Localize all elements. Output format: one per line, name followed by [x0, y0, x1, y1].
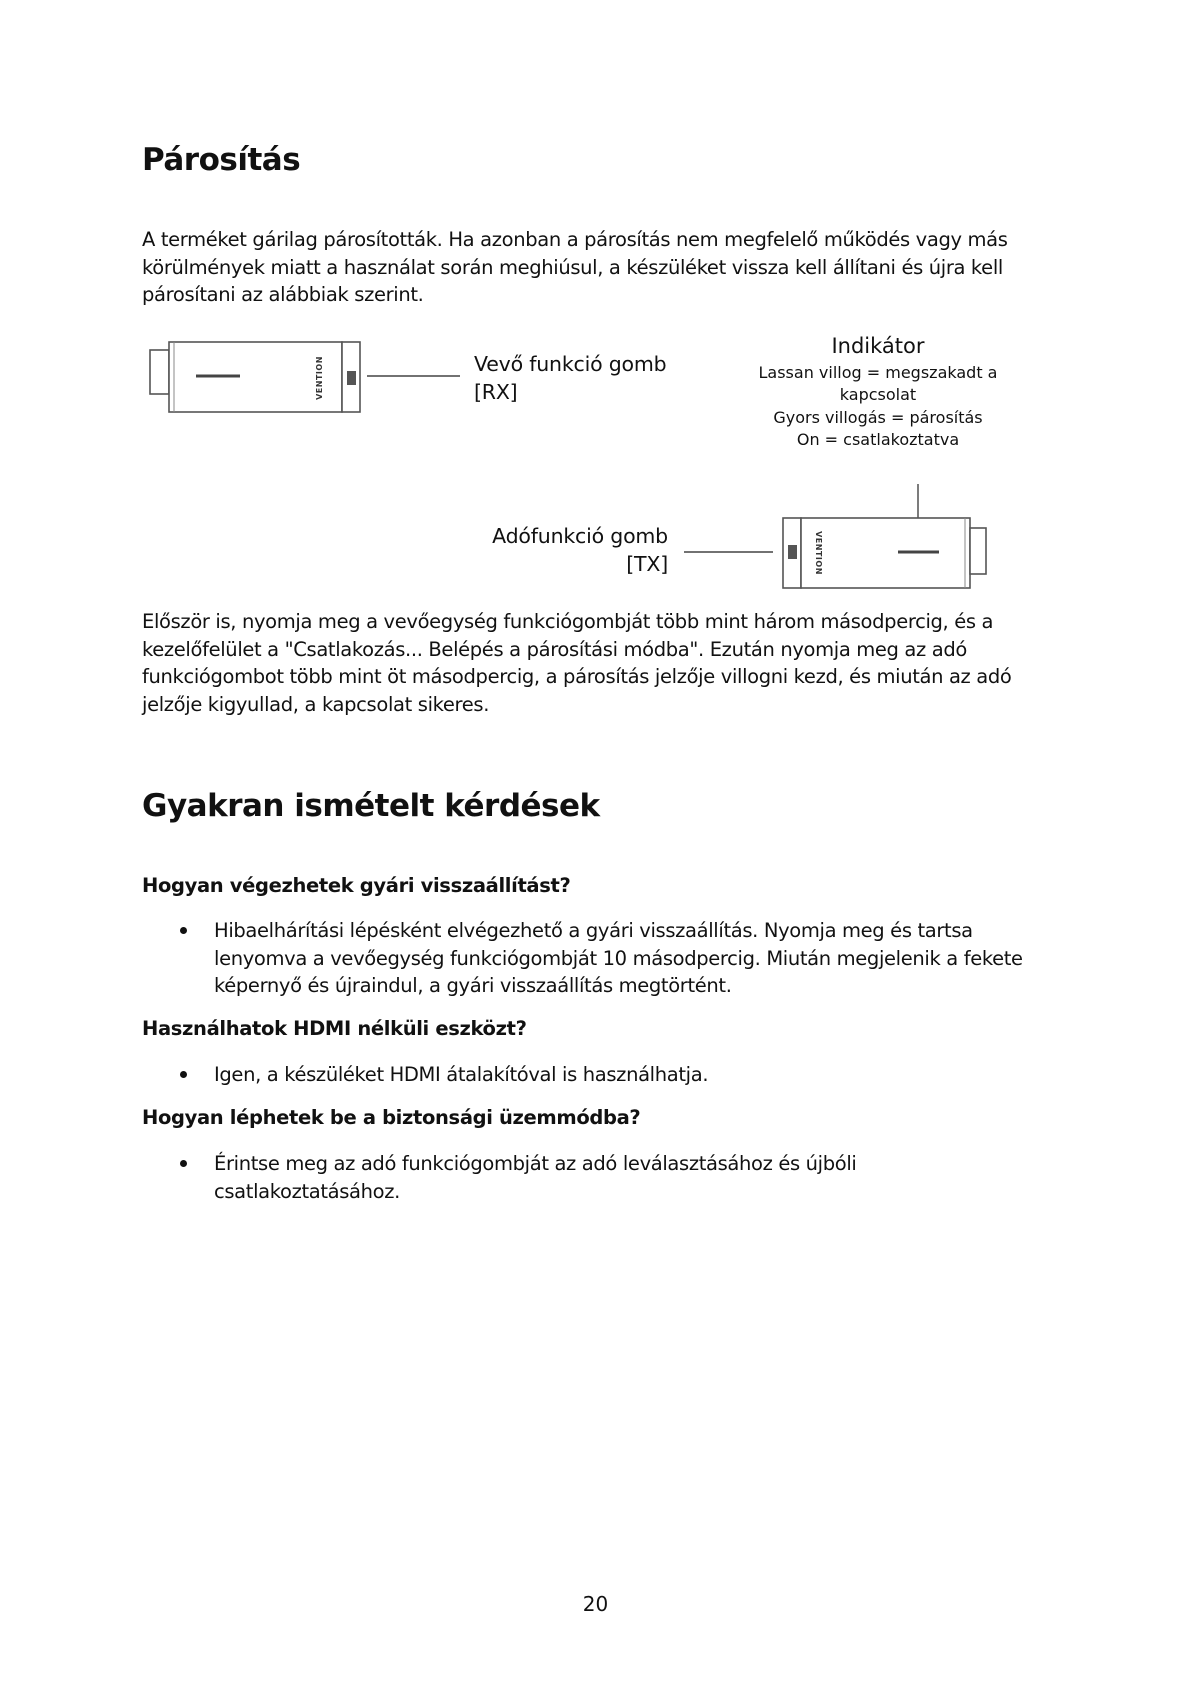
indicator-line: Lassan villog = megszakadt a [758, 363, 998, 382]
faq-answer-text: Igen, a készüléket HDMI átalakítóval is használhatja. [214, 1063, 709, 1086]
faq-question: Hogyan végezhetek gyári visszaállítást? [142, 874, 571, 897]
rx-device-brand: VENTION [315, 356, 324, 400]
faq-title: Gyakran ismételt kérdések [142, 788, 600, 824]
indicator-title: Indikátor [831, 334, 925, 358]
indicator-line: On = csatlakoztatva [796, 430, 960, 449]
tx-device-brand: VENTION [814, 531, 823, 575]
indicator-line: kapcsolat [839, 385, 917, 404]
faq-question: Használhatok HDMI nélküli eszközt? [142, 1017, 527, 1040]
tx-label-line2: [TX] [626, 552, 668, 576]
pairing-instructions: Először is, nyomja meg a vevőegység funkciógombját több mint három másodpercig, és a kezelőfelület a "Csatlakozás... Belépés a párosítási módba". Ezután nyomja meg az adó funkciógombot több mint öt másodpercig, a párosítás jelzője villogni kezd, és miután az adó jelzője kigyullad, a kapcsolat sikeres. [142, 610, 1012, 716]
rx-label-line1: Vevő funkció gomb [474, 352, 667, 376]
rx-label-line2: [RX] [474, 380, 518, 404]
bullet-icon [180, 1160, 187, 1167]
rx-receiver-device-icon [148, 338, 468, 418]
bullet-icon [180, 927, 187, 934]
faq-question: Hogyan léphetek be a biztonsági üzemmódba? [142, 1106, 641, 1129]
rx-button-label [474, 350, 666, 406]
tx-transmitter-device-icon [680, 482, 996, 590]
pairing-title: Párosítás [142, 142, 301, 178]
bullet-icon [180, 1071, 187, 1078]
faq-answer-text: Érintse meg az adó funkciógombját az adó leválasztásához és újbóli csatlakoztatásához. [214, 1152, 857, 1203]
tx-label-line1: Adófunkció gomb [492, 524, 668, 548]
tx-button-label [470, 522, 668, 578]
page-number: 20 [582, 1592, 609, 1616]
indicator-line: Gyors villogás = párosítás [773, 408, 983, 427]
pairing-intro: A terméket gárilag párosították. Ha azonban a párosítás nem megfelelő működés vagy más körülmények miatt a használat során meghiúsul, a készüléket vissza kell állítani és újra kell párosítani az alábbiak szerint. [142, 228, 1008, 306]
faq-answer-text: Hibaelhárítási lépésként elvégezhető a gyári visszaállítás. Nyomja meg és tartsa lenyomva a vevőegység funkciógombját 10 másodpercig. Miután megjelenik a fekete képernyő és újraindul, a gyári visszaállítás megtörtént. [214, 919, 1023, 997]
